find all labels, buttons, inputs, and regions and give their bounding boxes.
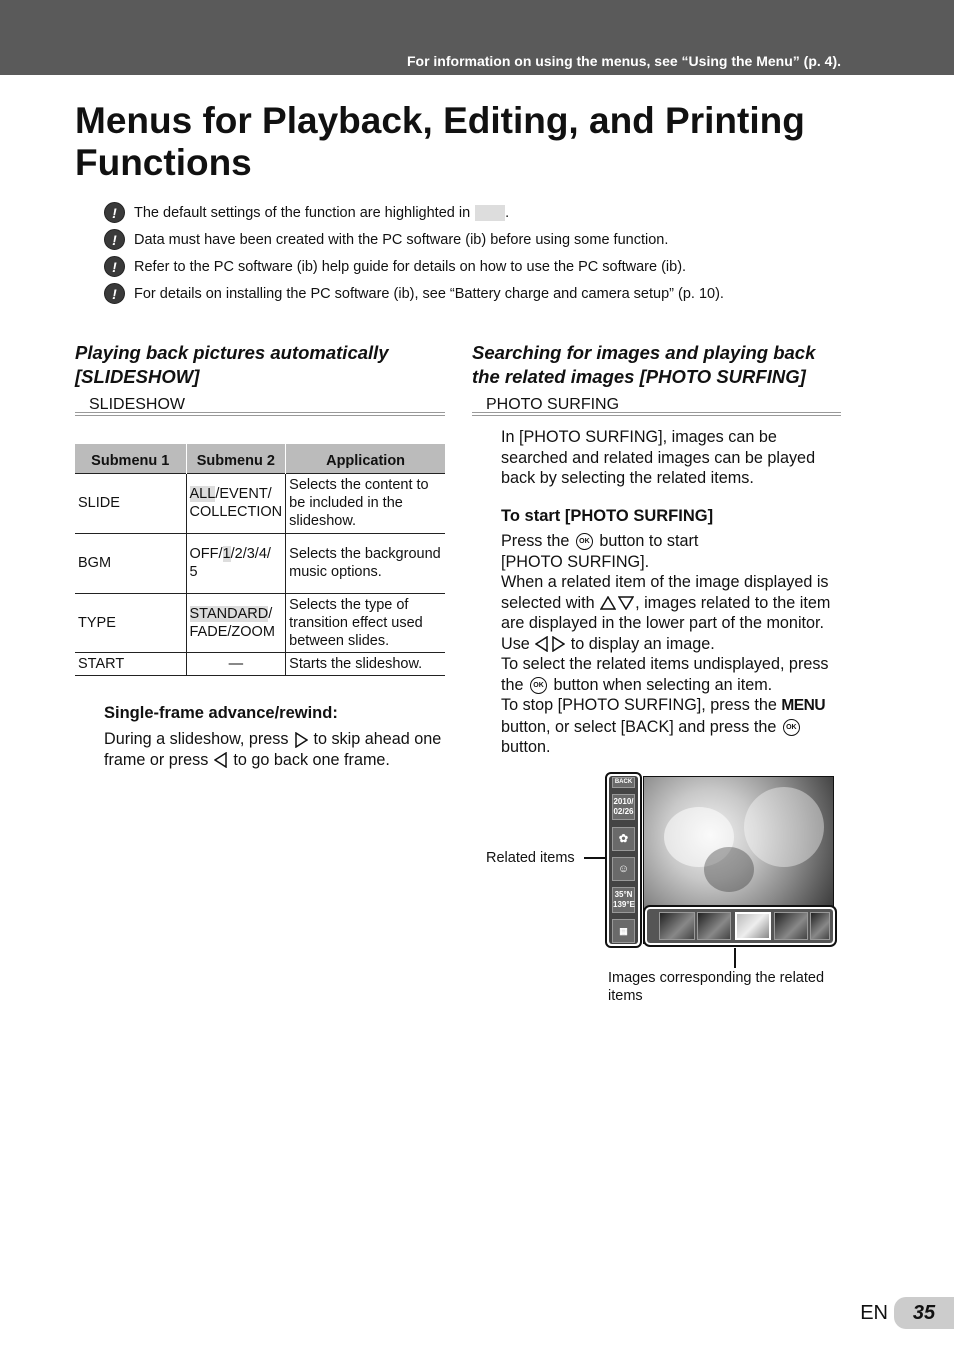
- arrow-down-icon: [618, 596, 634, 610]
- instruction-text: button when selecting an item.: [553, 675, 773, 694]
- section-rule: [472, 412, 841, 416]
- single-frame-text-3: to go back one frame.: [233, 750, 390, 769]
- submenu2-cell: —: [186, 652, 286, 675]
- related-images-strip: [643, 905, 837, 947]
- submenu2-options: /EVENT/ COLLECTION: [189, 486, 283, 520]
- caution-icon: !: [104, 229, 125, 250]
- note-item: [104, 199, 724, 226]
- location-item[interactable]: [612, 887, 635, 913]
- menu-button-icon: MENU: [781, 697, 826, 714]
- slideshow-table: [75, 444, 445, 676]
- note-item: [104, 253, 724, 280]
- submenu1-cell: TYPE: [75, 593, 186, 652]
- header-info: For information on using the menus, see “Using the Menu” (p. 4).: [406, 53, 841, 69]
- page-number: 35: [894, 1297, 954, 1329]
- section-rule: [75, 412, 445, 416]
- submenu2-options: / FADE/ZOOM: [189, 605, 275, 640]
- flower-shape: [744, 787, 824, 867]
- related-items-sidebar: [605, 772, 642, 948]
- related-items-label: Related items: [486, 850, 575, 866]
- sidebar-panel: [609, 776, 638, 944]
- face-icon[interactable]: ☺: [612, 857, 635, 881]
- note-item: [104, 280, 724, 307]
- date-line: 2010/: [613, 797, 634, 806]
- single-frame-heading: Single-frame advance/rewind:: [104, 704, 338, 722]
- images-label: Images corresponding the related items: [608, 970, 825, 1004]
- instruction-text: , images related to the item are displayed in the lower part of the monitor. Use: [501, 593, 831, 653]
- application-cell: Selects the background music options.: [286, 533, 445, 593]
- instruction-text: button to start [PHOTO SURFING].: [501, 532, 699, 571]
- single-frame-text-1: During a slideshow, press: [104, 730, 289, 748]
- arrow-right-icon: [294, 732, 308, 748]
- instruction-2: [501, 572, 841, 654]
- instruction-text: Press the: [501, 532, 570, 550]
- table-row: [75, 533, 445, 593]
- instruction-3: [501, 654, 841, 695]
- table-header: Submenu 1: [75, 444, 186, 473]
- instruction-text: button, or select [BACK] and press the: [501, 717, 777, 736]
- instruction-text: To select the related items undisplayed, press the: [501, 655, 829, 694]
- photo-surfing-menu-label: PHOTO SURFING: [486, 396, 620, 413]
- note-text: For details on installing the PC software (ib), see “Battery charge and camera setup” (p. 10).: [134, 285, 724, 302]
- submenu2-prefix: OFF/: [189, 546, 223, 562]
- table-header-row: [75, 444, 445, 473]
- instruction-text: button.: [501, 738, 551, 756]
- photo-surfing-instructions: [501, 531, 841, 758]
- page-footer: [860, 1297, 954, 1329]
- application-cell: Selects the content to be included in the slideshow.: [286, 473, 445, 533]
- thumbnail[interactable]: [774, 912, 808, 940]
- submenu1-cell: START: [75, 652, 186, 675]
- date-item[interactable]: [612, 794, 635, 820]
- note-text: Refer to the PC software (ib) help guide for details on how to use the PC software (ib).: [134, 258, 687, 275]
- submenu2-options: /2/3/4/ 5: [189, 546, 271, 580]
- caution-icon: !: [104, 256, 125, 277]
- page-title: Menus for Playback, Editing, and Printing Functions: [75, 100, 805, 183]
- thumbnail-selected[interactable]: [735, 912, 771, 940]
- start-heading: To start [PHOTO SURFING]: [501, 507, 714, 525]
- thumbnail[interactable]: [659, 912, 695, 940]
- default-value: 1: [222, 546, 231, 562]
- leader-line: [584, 857, 606, 859]
- single-frame-text: [104, 729, 449, 770]
- strip-panel: [647, 909, 833, 943]
- flower-scene-icon[interactable]: ✿: [612, 827, 635, 851]
- back-item[interactable]: BACK: [612, 777, 635, 788]
- table-row: [75, 593, 445, 652]
- ok-button-icon: OK: [530, 677, 547, 694]
- default-value: STANDARD: [189, 605, 269, 622]
- arrow-right-icon: [551, 636, 565, 652]
- arrow-left-icon: [535, 636, 549, 652]
- highlight-sample: [475, 205, 505, 221]
- note-text: The default settings of the function are highlighted in: [134, 204, 471, 221]
- instruction-text: To stop [PHOTO SURFING], press the: [501, 696, 777, 714]
- submenu1-cell: BGM: [75, 533, 186, 593]
- header-bar: [0, 0, 954, 75]
- submenu1-cell: SLIDE: [75, 473, 186, 533]
- thumbnail[interactable]: [810, 912, 830, 940]
- submenu2-cell: [186, 473, 286, 533]
- slideshow-section-title: Playing back pictures automatically [SLIDESHOW]: [75, 342, 389, 387]
- slideshow-menu-label: SLIDESHOW: [89, 396, 186, 413]
- coord-line: 139°E: [613, 900, 635, 909]
- arrow-up-icon: [600, 596, 616, 610]
- caution-icon: !: [104, 202, 125, 223]
- photo-surfing-section-title: Searching for images and playing back the related images [PHOTO SURFING]: [472, 342, 816, 387]
- thumbnail[interactable]: [697, 912, 731, 940]
- submenu2-cell: [186, 593, 286, 652]
- single-frame-text-2: to skip ahead one frame or press: [104, 730, 442, 769]
- application-cell: Starts the slideshow.: [286, 652, 445, 675]
- table-row: [75, 652, 445, 675]
- notes-list: [104, 199, 724, 307]
- flower-shape: [704, 847, 754, 892]
- table-header: Submenu 2: [186, 444, 286, 473]
- instruction-1: [501, 531, 716, 572]
- photo-surfing-screen: [605, 772, 837, 950]
- date-line: 02/26: [613, 807, 634, 816]
- arrow-left-icon: [214, 752, 228, 768]
- gallery-icon[interactable]: ▦: [612, 919, 635, 943]
- ok-button-icon: OK: [783, 719, 800, 736]
- ok-button-icon: OK: [576, 533, 593, 550]
- note-end: .: [505, 204, 510, 221]
- table-row: [75, 473, 445, 533]
- instruction-text: When a related item of the image displayed is selected with: [501, 573, 829, 612]
- language-label: EN: [860, 1301, 888, 1324]
- caution-icon: !: [104, 283, 125, 304]
- coord-line: 35°N: [614, 890, 633, 899]
- note-item: [104, 226, 724, 253]
- instruction-4: [501, 695, 841, 758]
- note-text: Data must have been created with the PC software (ib) before using some function.: [134, 231, 669, 248]
- photo-surfing-intro: In [PHOTO SURFING], images can be searched and related images can be played back by selecting the related items.: [501, 428, 816, 487]
- submenu2-cell: [186, 533, 286, 593]
- leader-line: [734, 948, 736, 968]
- table-header: Application: [286, 444, 445, 473]
- instruction-text: to display an image.: [570, 634, 715, 653]
- default-value: ALL: [189, 486, 216, 502]
- application-cell: Selects the type of transition effect used between slides.: [286, 593, 445, 652]
